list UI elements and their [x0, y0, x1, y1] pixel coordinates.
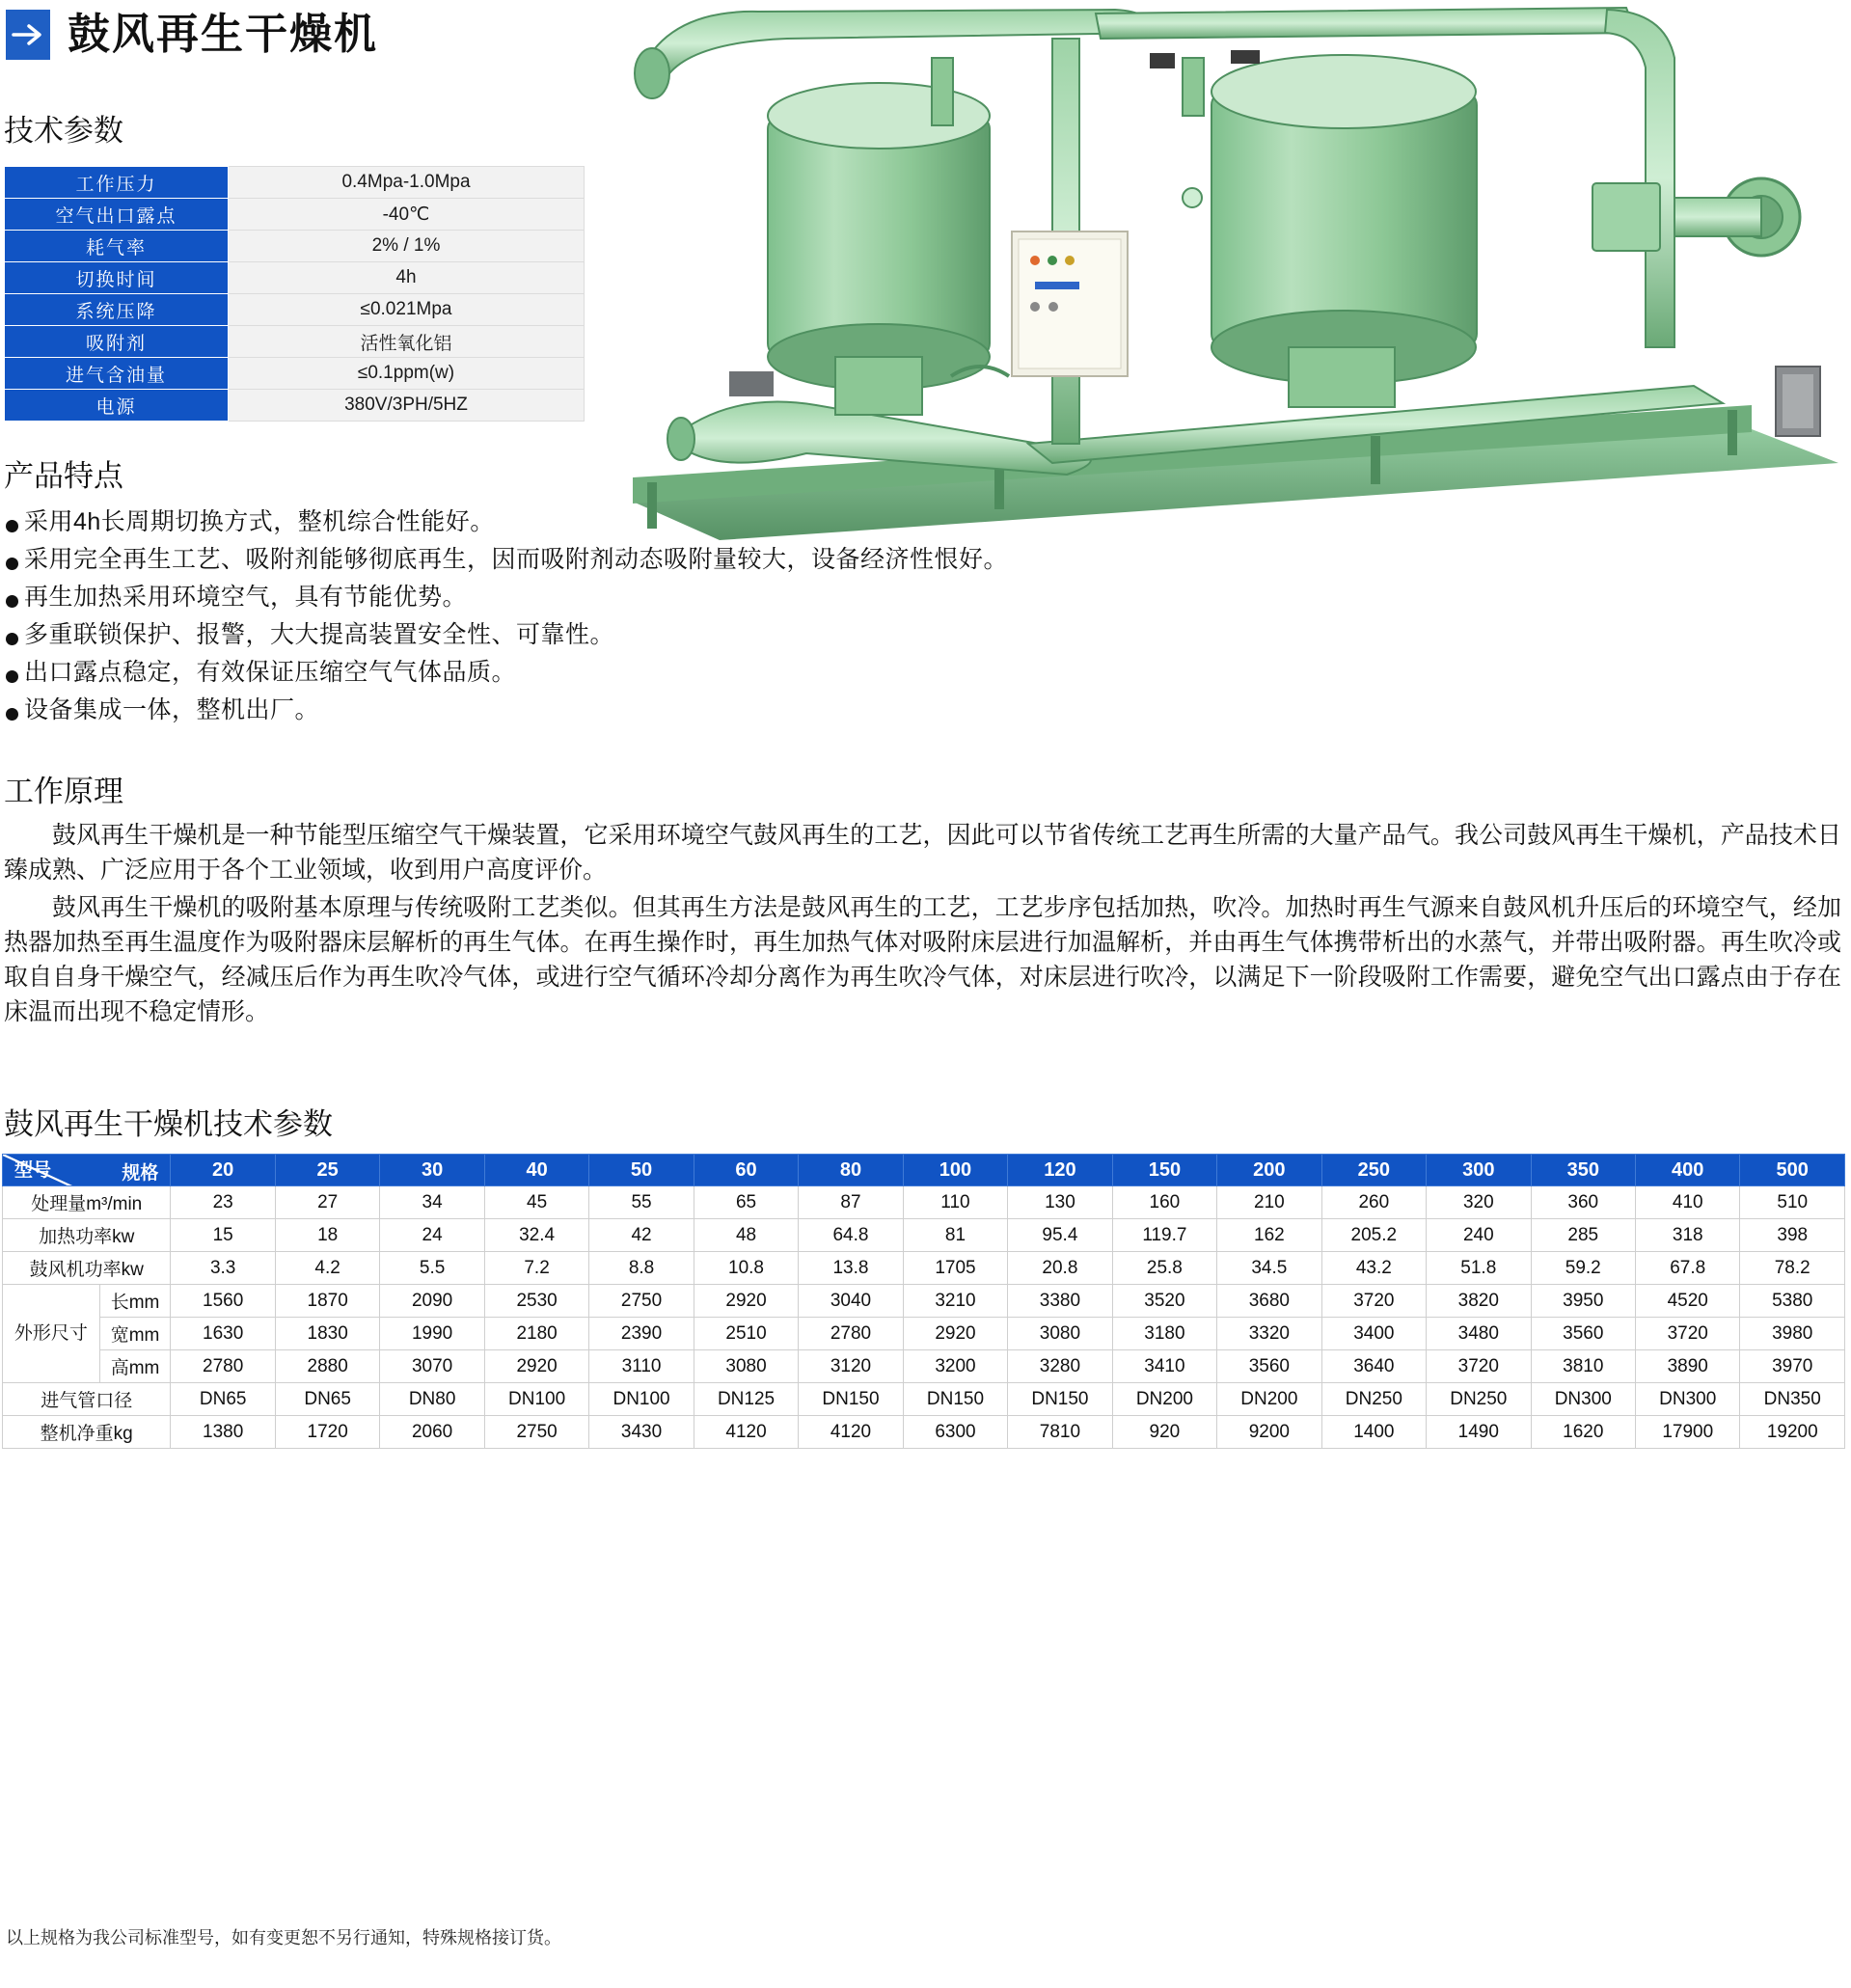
spec-cell: 3640 [1321, 1350, 1426, 1383]
spec-cell: 3520 [1112, 1285, 1216, 1318]
spec-cell: 3380 [1008, 1285, 1112, 1318]
feature-text: 采用4h长周期切换方式，整机综合性能好。 [24, 508, 495, 535]
spec-cell: 17900 [1636, 1416, 1740, 1449]
page-title: 鼓风再生干燥机 [68, 11, 378, 58]
spec-cell: 65 [694, 1186, 798, 1219]
spec-cell: 3720 [1321, 1285, 1426, 1318]
spec-col-header: 120 [1008, 1155, 1112, 1186]
spec-cell: 4120 [694, 1416, 798, 1449]
spec-cell: DN150 [799, 1383, 903, 1416]
spec-cell: 2180 [484, 1318, 588, 1350]
spec-cell: 1705 [903, 1252, 1007, 1285]
spec-cell: 920 [1112, 1416, 1216, 1449]
spec-cell: 1870 [275, 1285, 379, 1318]
feature-text: 设备集成一体，整机出厂。 [24, 696, 320, 723]
spec-cell: 2920 [694, 1285, 798, 1318]
spec-cell: 3080 [694, 1350, 798, 1383]
spec-cell: 13.8 [799, 1252, 903, 1285]
table-row [3, 1219, 1845, 1252]
spec-cell: 1720 [275, 1416, 379, 1449]
table-row [3, 1252, 1845, 1285]
spec-heading: 鼓风再生干燥机技术参数 [4, 1107, 333, 1141]
spec-cell: 3560 [1217, 1350, 1321, 1383]
spec-cell: 67.8 [1636, 1252, 1740, 1285]
spec-cell: 32.4 [484, 1219, 588, 1252]
spec-col-header: 200 [1217, 1155, 1321, 1186]
bullet-icon [6, 595, 18, 608]
spec-cell: 3400 [1321, 1318, 1426, 1350]
bullet-icon [6, 708, 18, 721]
spec-cell: 15 [171, 1219, 275, 1252]
list-item [4, 504, 1837, 541]
spec-cell: 20.8 [1008, 1252, 1112, 1285]
spec-col-header: 50 [589, 1155, 694, 1186]
features-list [4, 504, 1837, 729]
spec-cell: 4120 [799, 1416, 903, 1449]
spec-cell: 3110 [589, 1350, 694, 1383]
spec-cell: DN200 [1112, 1383, 1216, 1416]
spec-cell: 34.5 [1217, 1252, 1321, 1285]
spec-cell: 360 [1531, 1186, 1635, 1219]
table-corner-cell [3, 1155, 171, 1186]
spec-cell: DN65 [275, 1383, 379, 1416]
spec-cell: 1560 [171, 1285, 275, 1318]
spec-cell: 3080 [1008, 1318, 1112, 1350]
tech-param-value: 380V/3PH/5HZ [229, 390, 585, 422]
list-item [4, 692, 1837, 729]
spec-cell: DN200 [1217, 1383, 1321, 1416]
spec-cell: 4520 [1636, 1285, 1740, 1318]
tech-param-key: 进气含油量 [5, 358, 229, 390]
spec-cell: 34 [380, 1186, 484, 1219]
list-item [4, 654, 1837, 692]
spec-cell: 64.8 [799, 1219, 903, 1252]
feature-text: 采用完全再生工艺、吸附剂能够彻底再生，因而吸附剂动态吸附量较大，设备经济性恨好。 [24, 546, 1009, 573]
spec-cell: 318 [1636, 1219, 1740, 1252]
spec-cell: 160 [1112, 1186, 1216, 1219]
tech-param-value: 4h [229, 262, 585, 294]
spec-cell: 10.8 [694, 1252, 798, 1285]
spec-cell: 3560 [1531, 1318, 1635, 1350]
spec-table [2, 1154, 1845, 1449]
spec-cell: DN150 [1008, 1383, 1112, 1416]
arrow-right-icon [6, 10, 50, 60]
bullet-icon [6, 520, 18, 532]
spec-cell: 5380 [1740, 1285, 1845, 1318]
spec-cell: 9200 [1217, 1416, 1321, 1449]
spec-cell: 87 [799, 1186, 903, 1219]
spec-cell: 3180 [1112, 1318, 1216, 1350]
spec-cell: DN250 [1427, 1383, 1531, 1416]
tech-param-key: 系统压降 [5, 294, 229, 326]
spec-row-label: 加热功率kw [3, 1219, 171, 1252]
tech-param-key: 切换时间 [5, 262, 229, 294]
spec-cell: 5.5 [380, 1252, 484, 1285]
spec-col-header: 60 [694, 1155, 798, 1186]
spec-cell: 162 [1217, 1219, 1321, 1252]
spec-cell: 205.2 [1321, 1219, 1426, 1252]
spec-cell: 8.8 [589, 1252, 694, 1285]
spec-cell: 1830 [275, 1318, 379, 1350]
spec-row-label: 高mm [99, 1350, 171, 1383]
spec-cell: 398 [1740, 1219, 1845, 1252]
spec-cell: 210 [1217, 1186, 1321, 1219]
table-row [3, 1383, 1845, 1416]
spec-cell: 45 [484, 1186, 588, 1219]
spec-cell: 4.2 [275, 1252, 379, 1285]
principle-heading: 工作原理 [4, 775, 123, 808]
tech-param-value: 活性氧化铝 [229, 326, 585, 358]
spec-cell: 3720 [1636, 1318, 1740, 1350]
spec-cell: DN100 [589, 1383, 694, 1416]
list-item [4, 579, 1837, 616]
spec-row-label: 处理量m³/min [3, 1186, 171, 1219]
spec-row-label: 整机净重kg [3, 1416, 171, 1449]
spec-cell: 48 [694, 1219, 798, 1252]
table-row [5, 262, 585, 294]
tech-param-value: ≤0.021Mpa [229, 294, 585, 326]
spec-row-label: 鼓风机功率kw [3, 1252, 171, 1285]
spec-row-group-label: 外形尺寸 [3, 1285, 100, 1383]
spec-cell: DN300 [1636, 1383, 1740, 1416]
spec-cell: 3410 [1112, 1350, 1216, 1383]
tech-params-heading: 技术参数 [4, 114, 123, 148]
spec-cell: 7810 [1008, 1416, 1112, 1449]
spec-cell: 3070 [380, 1350, 484, 1383]
table-row [5, 358, 585, 390]
table-header-row [3, 1155, 1845, 1186]
table-row [5, 390, 585, 422]
spec-cell: 3950 [1531, 1285, 1635, 1318]
spec-cell: 27 [275, 1186, 379, 1219]
spec-cell: 3280 [1008, 1350, 1112, 1383]
spec-cell: DN350 [1740, 1383, 1845, 1416]
spec-cell: 3810 [1531, 1350, 1635, 1383]
spec-cell: 3320 [1217, 1318, 1321, 1350]
table-row [3, 1285, 1845, 1318]
spec-cell: DN150 [903, 1383, 1007, 1416]
tech-param-value: 2% / 1% [229, 231, 585, 262]
spec-cell: 410 [1636, 1186, 1740, 1219]
spec-cell: 19200 [1740, 1416, 1845, 1449]
spec-cell: 3980 [1740, 1318, 1845, 1350]
corner-label-model: 型号 [14, 1160, 52, 1181]
tech-params-table [4, 166, 585, 422]
bullet-icon [6, 633, 18, 645]
tech-param-key: 耗气率 [5, 231, 229, 262]
spec-cell: 2780 [799, 1318, 903, 1350]
spec-cell: 7.2 [484, 1252, 588, 1285]
spec-cell: 3430 [589, 1416, 694, 1449]
list-item [4, 541, 1837, 579]
spec-cell: 1490 [1427, 1416, 1531, 1449]
spec-col-header: 40 [484, 1155, 588, 1186]
spec-cell: 260 [1321, 1186, 1426, 1219]
bullet-icon [6, 670, 18, 683]
spec-cell: 2920 [903, 1318, 1007, 1350]
spec-cell: 18 [275, 1219, 379, 1252]
tech-param-key: 吸附剂 [5, 326, 229, 358]
spec-cell: 3970 [1740, 1350, 1845, 1383]
spec-col-header: 250 [1321, 1155, 1426, 1186]
spec-cell: 1400 [1321, 1416, 1426, 1449]
spec-cell: 130 [1008, 1186, 1112, 1219]
principle-paragraph: 鼓风再生干燥机是一种节能型压缩空气干燥装置，它采用环境空气鼓风再生的工艺，因此可以节省传统工艺再生所需的大量产品气。我公司鼓风再生干燥机，产品技术日臻成熟、广泛应用于各个工业领域，收到用户高度评价。 [4, 822, 1841, 885]
spec-cell: DN300 [1531, 1383, 1635, 1416]
spec-cell: 2920 [484, 1350, 588, 1383]
tech-param-value: ≤0.1ppm(w) [229, 358, 585, 390]
table-row [5, 199, 585, 231]
spec-cell: 110 [903, 1186, 1007, 1219]
spec-cell: 2880 [275, 1350, 379, 1383]
corner-label-spec: 规格 [122, 1163, 159, 1184]
table-row [3, 1318, 1845, 1350]
spec-cell: 81 [903, 1219, 1007, 1252]
spec-table-wrap [2, 1154, 1847, 1449]
product-photo [613, 0, 1843, 540]
table-row [5, 326, 585, 358]
feature-text: 多重联锁保护、报警，大大提高装置安全性、可靠性。 [24, 621, 615, 648]
spec-cell: 2090 [380, 1285, 484, 1318]
tech-param-value: -40℃ [229, 199, 585, 231]
spec-cell: DN65 [171, 1383, 275, 1416]
spec-row-label: 进气管口径 [3, 1383, 171, 1416]
table-row [5, 231, 585, 262]
spec-cell: 25.8 [1112, 1252, 1216, 1285]
spec-cell: DN100 [484, 1383, 588, 1416]
spec-cell: 55 [589, 1186, 694, 1219]
tech-param-key: 电源 [5, 390, 229, 422]
spec-cell: DN250 [1321, 1383, 1426, 1416]
principle-text [4, 818, 1841, 1032]
tech-param-key: 工作压力 [5, 167, 229, 199]
spec-cell: 3120 [799, 1350, 903, 1383]
spec-row-label: 长mm [99, 1285, 171, 1318]
spec-cell: 1620 [1531, 1416, 1635, 1449]
spec-cell: 43.2 [1321, 1252, 1426, 1285]
spec-cell: 2530 [484, 1285, 588, 1318]
spec-cell: 78.2 [1740, 1252, 1845, 1285]
spec-cell: 240 [1427, 1219, 1531, 1252]
spec-cell: DN125 [694, 1383, 798, 1416]
spec-col-header: 80 [799, 1155, 903, 1186]
table-row [3, 1416, 1845, 1449]
spec-col-header: 20 [171, 1155, 275, 1186]
spec-col-header: 100 [903, 1155, 1007, 1186]
spec-cell: 3210 [903, 1285, 1007, 1318]
spec-cell: 3040 [799, 1285, 903, 1318]
spec-cell: 3.3 [171, 1252, 275, 1285]
spec-cell: 1380 [171, 1416, 275, 1449]
spec-cell: 2390 [589, 1318, 694, 1350]
spec-cell: 3820 [1427, 1285, 1531, 1318]
footnote: 以上规格为我公司标准型号，如有变更恕不另行通知，特殊规格接订货。 [6, 1928, 561, 1947]
spec-cell: 23 [171, 1186, 275, 1219]
spec-cell: 3720 [1427, 1350, 1531, 1383]
spec-cell: 320 [1427, 1186, 1531, 1219]
spec-cell: 510 [1740, 1186, 1845, 1219]
spec-col-header: 300 [1427, 1155, 1531, 1186]
table-row [3, 1350, 1845, 1383]
spec-cell: 2060 [380, 1416, 484, 1449]
list-item [4, 616, 1837, 654]
spec-col-header: 25 [275, 1155, 379, 1186]
feature-text: 出口露点稳定，有效保证压缩空气气体品质。 [24, 659, 517, 686]
spec-cell: 51.8 [1427, 1252, 1531, 1285]
spec-row-label: 宽mm [99, 1318, 171, 1350]
spec-cell: 1990 [380, 1318, 484, 1350]
spec-col-header: 400 [1636, 1155, 1740, 1186]
spec-col-header: 150 [1112, 1155, 1216, 1186]
spec-cell: 95.4 [1008, 1219, 1112, 1252]
spec-cell: 2510 [694, 1318, 798, 1350]
tech-param-value: 0.4Mpa-1.0Mpa [229, 167, 585, 199]
spec-cell: 2750 [589, 1285, 694, 1318]
spec-cell: 285 [1531, 1219, 1635, 1252]
spec-cell: 119.7 [1112, 1219, 1216, 1252]
table-row [5, 167, 585, 199]
spec-cell: 3480 [1427, 1318, 1531, 1350]
spec-cell: 2750 [484, 1416, 588, 1449]
spec-cell: 3680 [1217, 1285, 1321, 1318]
features-heading: 产品特点 [4, 459, 123, 493]
spec-cell: 1630 [171, 1318, 275, 1350]
bullet-icon [6, 558, 18, 570]
spec-cell: 3200 [903, 1350, 1007, 1383]
spec-cell: 3890 [1636, 1350, 1740, 1383]
tech-param-key: 空气出口露点 [5, 199, 229, 231]
spec-cell: 24 [380, 1219, 484, 1252]
spec-cell: 2780 [171, 1350, 275, 1383]
spec-cell: 42 [589, 1219, 694, 1252]
spec-col-header: 30 [380, 1155, 484, 1186]
table-row [3, 1186, 1845, 1219]
feature-text: 再生加热采用环境空气，具有节能优势。 [24, 584, 468, 611]
spec-cell: 59.2 [1531, 1252, 1635, 1285]
spec-col-header: 350 [1531, 1155, 1635, 1186]
spec-col-header: 500 [1740, 1155, 1845, 1186]
principle-paragraph: 鼓风再生干燥机的吸附基本原理与传统吸附工艺类似。但其再生方法是鼓风再生的工艺，工艺步序包括加热，吹冷。加热时再生气源来自鼓风机升压后的环境空气，经加热器加热至再生温度作为吸附器床层解析的再生气体。在再生操作时，再生加热气体对吸附床层进行加温解析，并由再生气体携带析出的水蒸气，并带出吸附器。再生吹冷或取自自身干燥空气，经减压后作为再生吹冷气体，或进行空气循环冷却分离作为再生吹冷气体，对床层进行吹冷，以满足下一阶段吸附工作需要，避免空气出口露点由于存在床温而出现不稳定情形。 [4, 893, 1841, 1026]
table-row [5, 294, 585, 326]
spec-cell: 6300 [903, 1416, 1007, 1449]
spec-cell: DN80 [380, 1383, 484, 1416]
